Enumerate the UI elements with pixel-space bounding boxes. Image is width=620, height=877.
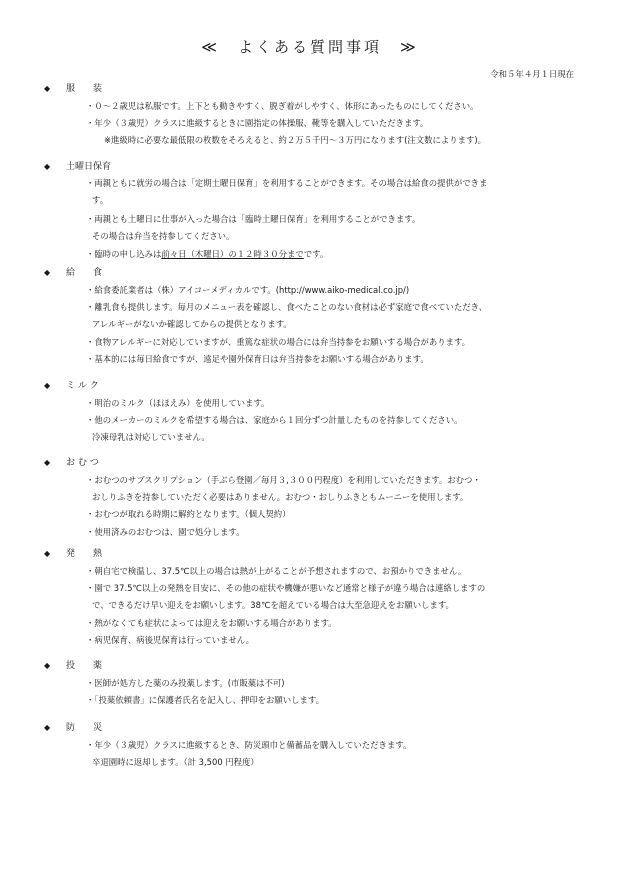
section-line: おしりふきを持参していただく必要はありません。おむつ・おしりふきともムーニーを使用します。	[92, 492, 469, 502]
section-line: ・０～２歳児は私服です。上下とも動きやすく、脱ぎ着がしやすく、体形にあったものにしてください。	[86, 101, 479, 111]
diamond-bullet-icon: ◆	[44, 268, 51, 277]
section-line: ・「投薬依頼書」に保護者氏名を記入し、押印をお願いします。	[86, 695, 325, 705]
section-line: す。	[92, 195, 109, 205]
diamond-bullet-icon: ◆	[44, 458, 51, 467]
section-line: 冷凍母乳は対応していません。	[92, 432, 210, 442]
section-line: で、できるだけ早い迎えをお願いします。38℃を超えている場合は大至急迎えをお願いします。	[92, 600, 454, 610]
section-header	[44, 659, 102, 673]
section-line: アレルギーがないか確認してからの提供となります。	[92, 319, 292, 329]
section-line: ・使用済みのおむつは、園で処分します。	[86, 527, 245, 537]
section-line: ※進級時に必要な最低限の枚数をそろえると、約２万５千円～３万円になります(注文数によります)。	[104, 135, 487, 145]
section-title: ミ ル ク	[66, 381, 99, 391]
section-line: 卒退園時に返却します。（計 3,500 円程度）	[92, 757, 259, 767]
section-title: 投 薬	[66, 661, 103, 671]
page-title: ≪ よくある質問事項 ≫	[201, 38, 419, 56]
section-header	[44, 547, 102, 561]
diamond-bullet-icon: ◆	[44, 381, 51, 390]
section-line[interactable]: ・給食委託業者は（株）アイコーメディカルです。(http://www.aiko-medical.co.jp/)	[86, 285, 410, 295]
section-line: ・両親ともに就労の場合は「定期土曜日保育」を利用することができます。その場合は給食の提供ができま	[86, 178, 488, 188]
section-line: ・年少（３歳児）クラスに進級するとき、防災頭巾と備蓄品を購入していただきます。	[86, 740, 412, 750]
diamond-bullet-icon: ◆	[44, 723, 51, 732]
section-line: ・朝自宅で検温し、37.5℃以上の場合は熱が上がることが予想されますので、お預かりできません。	[86, 566, 467, 576]
section-line: ・年少（３歳児）クラスに進級するときに園指定の体操服、靴等を購入していただきます。	[86, 118, 429, 128]
diamond-bullet-icon: ◆	[44, 661, 51, 670]
section-line: ・臨時の申し込みは前々日（木曜日）の１２時３０分までです。	[86, 249, 329, 259]
section-line: ・園で 37.5℃以上の発熱を目安に、その他の症状や機嫌が悪いなど通常と様子が違う場合は連絡しますの	[86, 583, 486, 593]
diamond-bullet-icon: ◆	[44, 162, 51, 171]
section-header	[44, 379, 99, 393]
section-header	[44, 160, 111, 174]
section-title: 防 災	[66, 723, 103, 733]
section-header	[44, 82, 102, 96]
section-title: 発 熱	[66, 549, 103, 559]
section-line: ・他のメーカーのミルクを希望する場合は、家庭から１回分ずつ計量したものを持参してください。	[86, 415, 463, 425]
diamond-bullet-icon: ◆	[44, 549, 51, 558]
section-header	[44, 456, 99, 470]
section-line: ・明治のミルク（ほほえみ）を使用しています。	[86, 398, 270, 408]
section-line: ・病児保育、病後児保育は行っていません。	[86, 635, 255, 645]
section-line: ・離乳食も提供します。毎月のメニュー表を確認し、食べたことのない食材は必ず家庭で食べていただき、	[86, 302, 487, 312]
section-title: 土曜日保育	[66, 162, 112, 172]
diamond-bullet-icon: ◆	[44, 84, 51, 93]
section-line: ・基本的には毎日給食ですが、遠足や園外保育日は弁当持参をお願いする場合があります。	[86, 354, 429, 364]
section-line: ・両親とも土曜日に仕事が入った場合は「臨時土曜日保育」を利用することができます。	[86, 214, 421, 224]
section-line: ・熱がなくても症状によっては迎えをお願いする場合があります。	[86, 618, 337, 628]
section-line: ・おむつが取れる時期に解約となります。（個人契約）	[86, 509, 291, 519]
section-line: その場合は弁当を持参してください。	[92, 231, 235, 241]
section-title: 給 食	[66, 268, 103, 278]
date-label: 令和５年４月１日現在	[490, 69, 574, 79]
section-title: 服 装	[66, 84, 103, 94]
section-line: ・おむつのサブスクリプション（手ぶら登園／毎月３,３００円程度）を利用していただきます。おむつ・	[86, 475, 481, 485]
section-line: ・食物アレルギーに対応していますが、重篤な症状の場合には弁当持参をお願いする場合があります。	[86, 337, 471, 347]
underlined-deadline: 前々日（木曜日）の１２時３０分まで	[161, 249, 304, 259]
section-title: お む つ	[66, 458, 99, 468]
section-line: ・医師が処方した薬のみ投薬します。(市販薬は不可)	[86, 678, 285, 688]
section-header	[44, 266, 102, 280]
section-header	[44, 721, 102, 735]
